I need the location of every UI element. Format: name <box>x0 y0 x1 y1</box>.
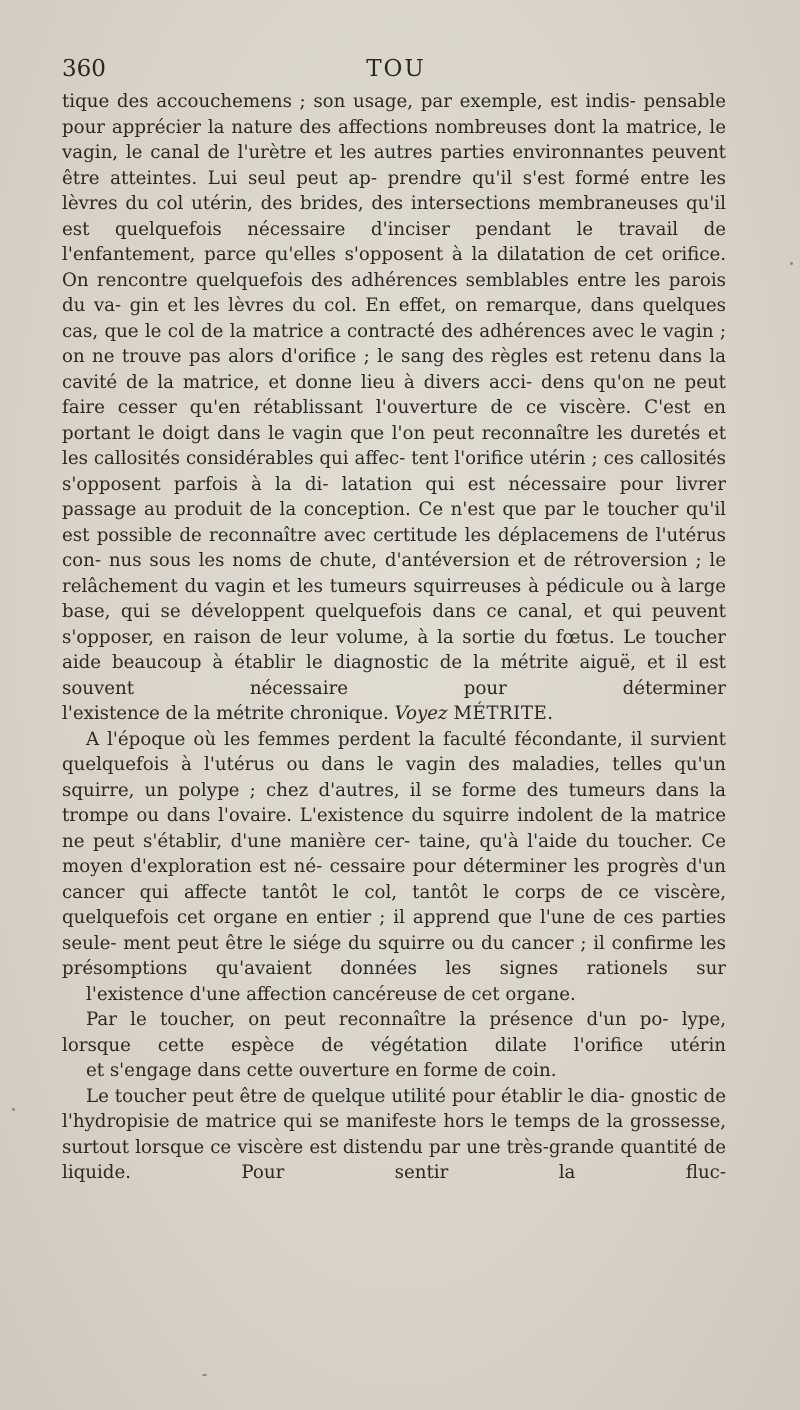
paragraph-1-last-text: l'existence de la métrite chronique. <box>62 703 389 724</box>
paragraph-4 <box>62 1084 726 1186</box>
cross-reference-target: MÉTRITE. <box>453 703 554 724</box>
paragraph-4-text: Le toucher peut être de quelque utilité pour établir le dia- gnostic de l'hydropisie de matrice qui se manifeste hors le temps de la grossesse, surtout lorsque ce viscère est distendu par une très-grande quantité de liquide. Pour sentir la fluc- <box>62 1085 726 1183</box>
paragraph-3 <box>62 1007 726 1084</box>
paragraph-1 <box>62 89 726 727</box>
paper-speck <box>202 1374 207 1376</box>
paragraph-2 <box>62 727 726 1008</box>
paragraph-3-text: Par le toucher, on peut reconnaître la présence d'un po- lype, lorsque cette espèce de végétation dilate l'orifice utérin <box>62 1009 726 1056</box>
paper-speck <box>790 262 793 265</box>
paragraph-2-text: A l'époque où les femmes perdent la faculté fécondante, il survient quelquefois à l'utérus ou dans le vagin des maladies, telles qu'un squirre, un polype ; chez d'autres, il se forme des tumeurs dans la trompe ou dans l'ovaire. L'existence du squirre indolent de la matrice ne peut s'établir, d'une manière cer- taine, qu'à l'aide du toucher. Ce moyen d'exploration est né- cessaire pour déterminer les progrès d'un cancer qui affecte tantôt le col, tantôt le corps de ce viscère, quelquefois cet organe en entier ; il apprend que l'une de ces parties seule- ment peut être le siége du squirre ou du cancer ; il confirme les présomptions qu'avaient données les signes rationels sur <box>62 728 726 979</box>
paragraph-1-last-line <box>62 701 726 727</box>
paragraph-3-last-line: et s'engage dans cette ouverture en forme de coin. <box>86 1060 557 1081</box>
paragraph-1-text: tique des accouchemens ; son usage, par exemple, est indis- pensable pour apprécier la nature des affections nombreuses dont la matrice, le vagin, le canal de l'urètre et les autres parties environnantes peuvent être atteintes. Lui seul peut ap- prendre qu'il s'est formé entre les lèvres du col utérin, des brides, des intersections membraneuses qu'il est quelquefois nécessaire d'inciser pendant le travail de l'enfantement, parce qu'elles s'opposent à la dilatation de cet orifice. On rencontre quelquefois des adhérences semblables entre les parois du va- gin et les lèvres du col. En effet, on remarque, dans quelques cas, que le col de la matrice a contracté des adhérences avec le vagin ; on ne trouve pas alors d'orifice ; le sang des règles est retenu dans la cavité de la matrice, et donne lieu à divers acci- dens qu'on ne peut faire cesser qu'en rétablissant l'ouverture de ce viscère. C'est en portant le doigt dans le vagin que l'on peut reconnaître les duretés et les callosités considérables qui affec- tent l'orifice utérin ; ces callosités s'opposent parfois à la di- latation qui est nécessaire pour livrer passage au produit de la conception. Ce n'est que par le toucher qu'il est possible de reconnaître avec certitude les déplacemens de l'utérus con- nus sous les noms de chute, d'antéversion et de rétroversion ; le relâchement du vagin et les tumeurs squirreuses à pédicule ou à large base, qui se développent quelquefois dans ce canal, et qui peuvent s'opposer, en raison de leur volume, à la sortie du fœtus. Le toucher aide beaucoup à établir le diagnostic de la métrite aiguë, et il est souvent nécessaire pour déterminer <box>62 91 726 699</box>
cross-reference-label: Voyez <box>394 703 448 724</box>
paragraph-2-last-line: l'existence d'une affection cancéreuse de cet organe. <box>86 983 576 1005</box>
page-number: 360 <box>62 56 106 82</box>
paper-speck <box>12 1108 15 1111</box>
body-text <box>62 89 726 1186</box>
running-head: TOU <box>366 56 426 82</box>
page-header <box>62 56 730 90</box>
